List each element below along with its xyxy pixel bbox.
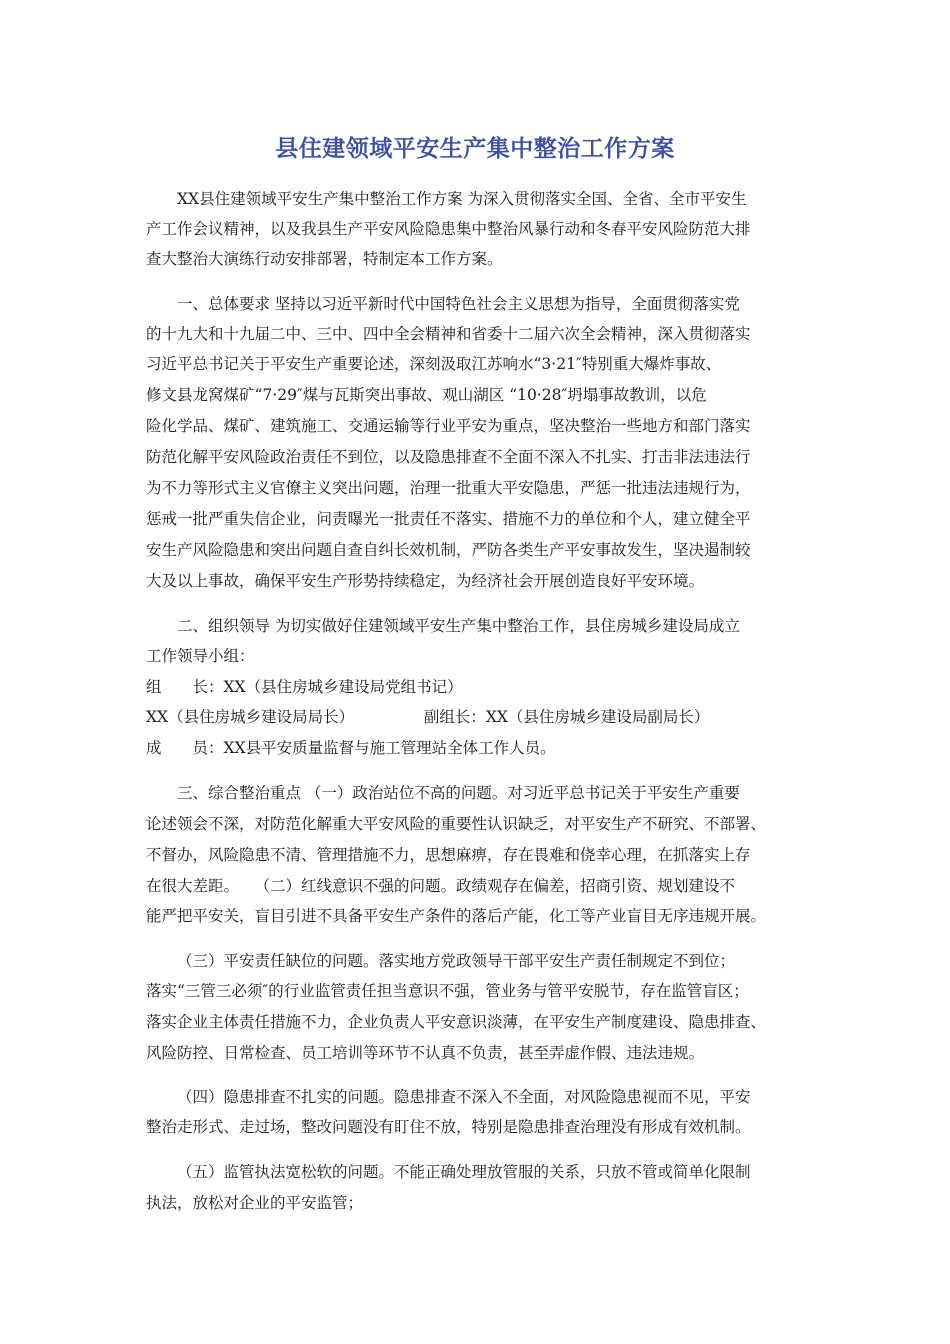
text-line: 三、综合整治重点 （一）政治站位不高的问题。对习近平总书记关于平安生产重要 [177,784,740,802]
text-line: 惩戒一批严重失信企业，问责曝光一批责任不落实、措施不力的单位和个人，建立健全平 [146,510,751,528]
text-line: 成 员：XX县平安质量监督与施工管理站全体工作人员。 [146,739,556,757]
text-line: 不督办，风险隐患不清、管理措施不力，思想麻痹，存在畏难和侥幸心理，在抓落实上存 [146,846,751,864]
text-line: 一、总体要求 坚持以习近平新时代中国特色社会主义思想为指导，全面贯彻落实党 [177,295,740,313]
text-line: 修文县龙窝煤矿“7·29″煤与瓦斯突出事故、观山湖区 “10·28″坍塌事故教训，以危 [146,386,707,404]
text-line: （三）平安责任缺位的问题。落实地方党政领导干部平安生产责任制规定不到位； [177,952,736,970]
document-title: 县住建领域平安生产集中整治工作方案 [275,136,675,162]
text-line: 防范化解平安风险政治责任不到位，以及隐患排查不全面不深入不扎实、打击非法违法行 [146,448,751,466]
text-line: 整治走形式、走过场，整改问题没有盯住不放，特别是隐患排查治理没有形成有效机制。 [146,1118,751,1136]
text-line: 能严把平安关，盲目引进不具备平安生产条件的落后产能，化工等产业盲目无序违规开展。 [146,907,767,925]
text-line: （五）监管执法宽松软的问题。不能正确处理放管服的关系，只放不管或简单化限制 [177,1163,751,1181]
text-line: XX县住建领域平安生产集中整治工作方案 为深入贯彻落实全国、全省、全市平安生 [177,190,747,208]
text-line: 大及以上事故，确保平安生产形势持续稳定，为经济社会开展创造良好平安环境。 [146,572,705,590]
text-line: 查大整治大演练行动安排部署，特制定本工作方案。 [146,250,503,268]
text-line: 工作领导小组： [146,647,255,665]
text-line: 为不力等形式主义官僚主义突出问题，治理一批重大平安隐患，严惩一批违法违规行为， [146,479,751,497]
text-line: （四）隐患排查不扎实的问题。隐患排查不深入不全面，对风险隐患视而不见，平安 [177,1088,751,1106]
text-line: 产工作会议精神，以及我县生产平安风险隐患集中整治风暴行动和冬春平安风险防范大排 [146,220,751,238]
text-line: 落实“三管三必须″的行业监管责任担当意识不强，管业务与管平安脱节，存在监管盲区； [146,982,749,1000]
text-line: 险化学品、煤矿、建筑施工、交通运输等行业平安为重点，坚决整治一些地方和部门落实 [146,417,751,435]
text-line: XX（县住房城乡建设局局长） 副组长：XX（县住房城乡建设局副局长） [146,708,710,726]
text-line: 的十九大和十九届二中、三中、四中全会精神和省委十二届六次全会精神，深入贯彻落实 [146,325,751,343]
text-line: 执法，放松对企业的平安监管； [146,1194,364,1212]
text-line: 风险防控、日常检查、员工培训等环节不认真不负责，甚至弄虚作假、违法违规。 [146,1044,705,1062]
text-line: 落实企业主体责任措施不力，企业负责人平安意识淡薄，在平安生产制度建设、隐患排查、 [146,1013,767,1031]
text-line: 在很大差距。 （二）红线意识不强的问题。政绩观存在偏差，招商引资、规划建设不 [146,877,736,895]
text-line: 习近平总书记关于平安生产重要论述，深刻汲取江苏响水“3·21″特别重大爆炸事故、 [146,355,722,373]
text-line: 安生产风险隐患和突出问题自查自纠长效机制，严防各类生产平安事故发生，坚决遏制较 [146,541,751,559]
text-line: 组 长：XX（县住房城乡建设局党组书记） [146,678,463,696]
text-line: 论述领会不深，对防范化解重大平安风险的重要性认识缺乏，对平安生产不研究、不部署、 [146,815,767,833]
text-line: 二、组织领导 为切实做好住建领域平安生产集中整治工作，县住房城乡建设局成立 [177,617,740,635]
